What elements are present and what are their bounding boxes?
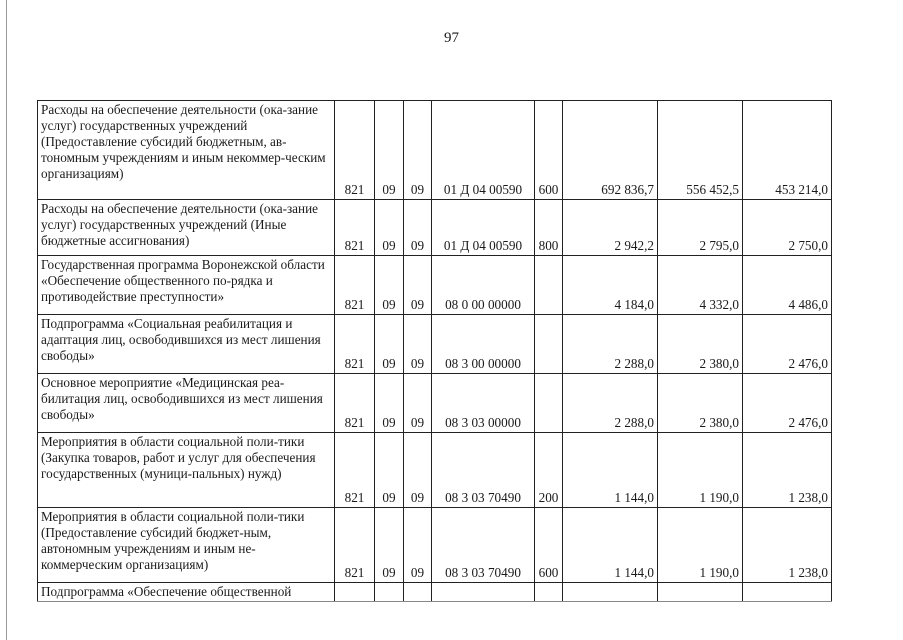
table-row — [38, 508, 832, 583]
section-code-cell: 09 — [375, 433, 404, 508]
amount-year2-cell: 2 795,0 — [658, 200, 743, 256]
subsection-code-cell: 09 — [404, 256, 432, 315]
row-name-cell: Подпрограмма «Социальная реабилитация и адаптация лиц, освободившихся из мест лишения свободы» — [38, 315, 335, 374]
amount-year3-cell: 2 476,0 — [743, 315, 832, 374]
amount-year2-cell: 556 452,5 — [658, 101, 743, 200]
table-row — [38, 374, 832, 433]
budget-table — [37, 100, 832, 602]
amount-year2-cell: 2 380,0 — [658, 315, 743, 374]
subsection-code-cell: 09 — [404, 315, 432, 374]
expense-type-cell — [535, 315, 563, 374]
grbs-code-cell: 821 — [335, 200, 375, 256]
row-name-cell: Расходы на обеспечение деятельности (ока-зание услуг) государственных учреждений (Предоставление субсидий бюджетным, ав-тономным учреждениям и иным некоммер-ческим организациям) — [38, 101, 335, 200]
grbs-code-cell: 821 — [335, 508, 375, 583]
expense-type-cell: 800 — [535, 200, 563, 256]
amount-year3-cell: 1 238,0 — [743, 433, 832, 508]
target-article-cell — [432, 583, 535, 602]
expense-type-cell — [535, 374, 563, 433]
expense-type-cell — [535, 256, 563, 315]
subsection-code-cell: 09 — [404, 200, 432, 256]
subsection-code-cell: 09 — [404, 508, 432, 583]
subsection-code-cell: 09 — [404, 374, 432, 433]
amount-year1-cell: 1 144,0 — [563, 433, 658, 508]
table-row — [38, 200, 832, 256]
amount-year2-cell: 2 380,0 — [658, 374, 743, 433]
target-article-cell: 08 3 03 00000 — [432, 374, 535, 433]
section-code-cell: 09 — [375, 315, 404, 374]
grbs-code-cell: 821 — [335, 315, 375, 374]
row-name-cell: Расходы на обеспечение деятельности (ока-зание услуг) государственных учреждений (Иные бюджетные ассигнования) — [38, 200, 335, 256]
subsection-code-cell: 09 — [404, 101, 432, 200]
amount-year1-cell: 4 184,0 — [563, 256, 658, 315]
amount-year3-cell: 2 476,0 — [743, 374, 832, 433]
expense-type-cell — [535, 583, 563, 602]
table-row — [38, 315, 832, 374]
amount-year2-cell: 4 332,0 — [658, 256, 743, 315]
amount-year2-cell: 1 190,0 — [658, 508, 743, 583]
section-code-cell: 09 — [375, 374, 404, 433]
page-number: 97 — [444, 30, 459, 46]
amount-year1-cell: 1 144,0 — [563, 508, 658, 583]
section-code-cell — [375, 583, 404, 602]
section-code-cell: 09 — [375, 256, 404, 315]
row-name-cell: Основное мероприятие «Медицинская реа-билитация лиц, освободившихся из мест лишения свободы» — [38, 374, 335, 433]
expense-type-cell: 600 — [535, 508, 563, 583]
target-article-cell: 01 Д 04 00590 — [432, 200, 535, 256]
row-name-cell: Мероприятия в области социальной поли-тики (Предоставление субсидий бюджет-ным, автономным учреждениям и иным не-коммерческим организациям) — [38, 508, 335, 583]
amount-year1-cell: 2 288,0 — [563, 315, 658, 374]
grbs-code-cell — [335, 583, 375, 602]
target-article-cell: 08 3 00 00000 — [432, 315, 535, 374]
grbs-code-cell: 821 — [335, 101, 375, 200]
amount-year3-cell: 1 238,0 — [743, 508, 832, 583]
expense-type-cell: 200 — [535, 433, 563, 508]
table-row — [38, 433, 832, 508]
subsection-code-cell: 09 — [404, 433, 432, 508]
amount-year2-cell: 1 190,0 — [658, 433, 743, 508]
section-code-cell: 09 — [375, 508, 404, 583]
target-article-cell: 08 3 03 70490 — [432, 433, 535, 508]
section-code-cell: 09 — [375, 101, 404, 200]
grbs-code-cell: 821 — [335, 433, 375, 508]
amount-year1-cell: 2 288,0 — [563, 374, 658, 433]
grbs-code-cell: 821 — [335, 374, 375, 433]
scan-margin-line — [6, 0, 7, 640]
row-name-cell: Государственная программа Воронежской области «Обеспечение общественного по-рядка и противодействие преступности» — [38, 256, 335, 315]
target-article-cell: 08 0 00 00000 — [432, 256, 535, 315]
row-name-cell: Мероприятия в области социальной поли-тики (Закупка товаров, работ и услуг для обеспечения государственных (муници-пальных) нужд) — [38, 433, 335, 508]
amount-year3-cell: 2 750,0 — [743, 200, 832, 256]
section-code-cell: 09 — [375, 200, 404, 256]
amount-year1-cell — [563, 583, 658, 602]
target-article-cell: 01 Д 04 00590 — [432, 101, 535, 200]
amount-year3-cell: 4 486,0 — [743, 256, 832, 315]
target-article-cell: 08 3 03 70490 — [432, 508, 535, 583]
amount-year3-cell: 453 214,0 — [743, 101, 832, 200]
grbs-code-cell: 821 — [335, 256, 375, 315]
subsection-code-cell — [404, 583, 432, 602]
amount-year3-cell — [743, 583, 832, 602]
table-row — [38, 583, 832, 602]
amount-year2-cell — [658, 583, 743, 602]
expense-type-cell: 600 — [535, 101, 563, 200]
table-row — [38, 256, 832, 315]
amount-year1-cell: 2 942,2 — [563, 200, 658, 256]
amount-year1-cell: 692 836,7 — [563, 101, 658, 200]
table-row — [38, 101, 832, 200]
row-name-cell: Подпрограмма «Обеспечение общественной — [38, 583, 335, 602]
